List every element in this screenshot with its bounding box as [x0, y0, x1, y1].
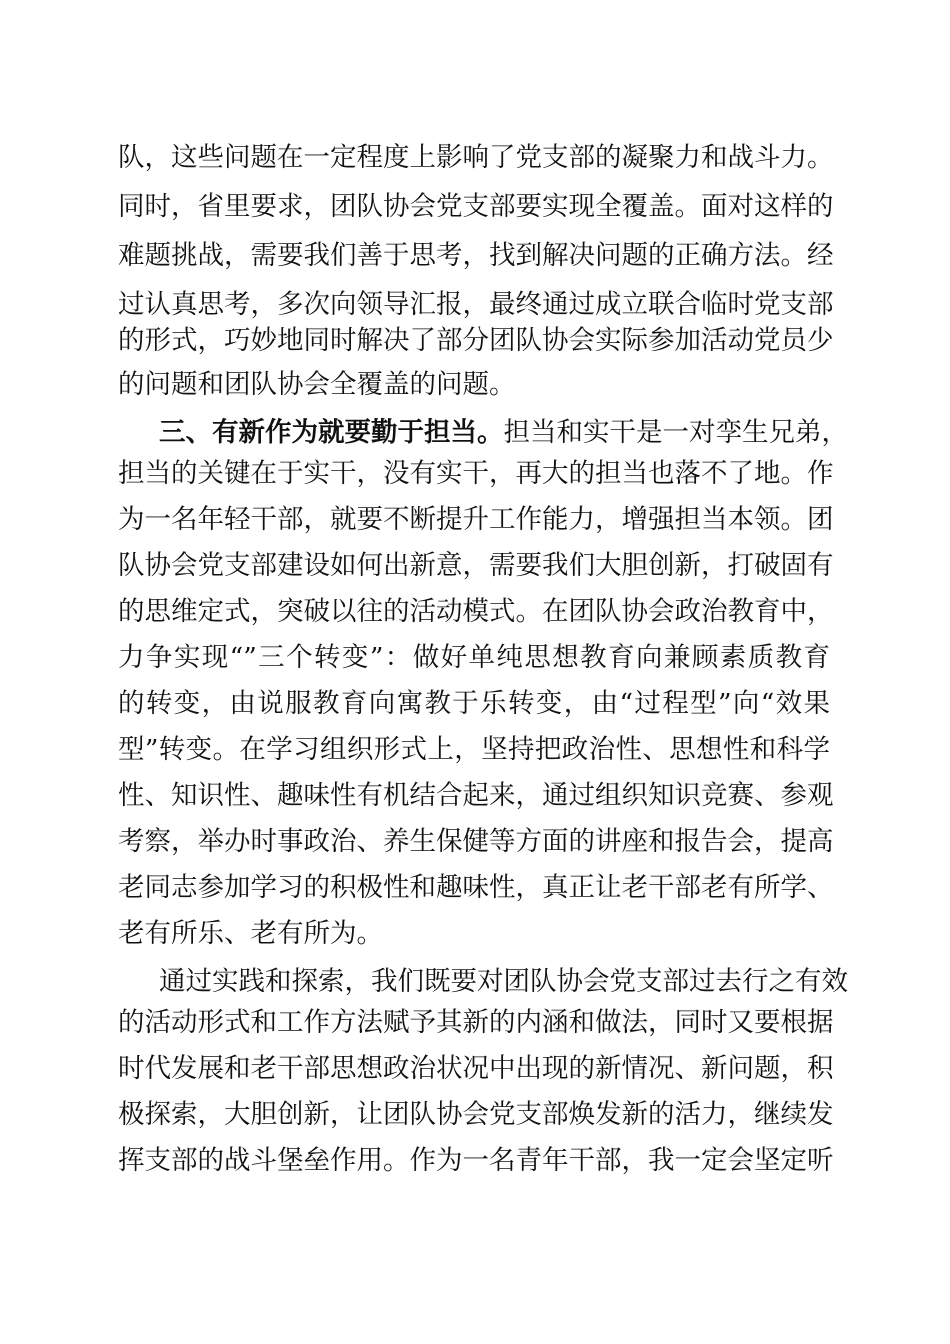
text-line: 担当的关键在于实干，没有实干，再大的担当也落不了地。作: [118, 458, 834, 489]
text-line: 的问题和团队协会全覆盖的问题。: [118, 369, 516, 400]
text-line: 队协会党支部建设如何出新意，需要我们大胆创新，打破固有: [118, 550, 834, 581]
text-line: 老有所乐、老有所为。: [118, 918, 383, 949]
text-line: 的形式，巧妙地同时解决了部分团队协会实际参加活动党员少: [118, 325, 834, 356]
text-line: 时代发展和老干部思想政治状况中出现的新情况、新问题，积: [118, 1053, 834, 1084]
text-line: 性、知识性、趣味性有机结合起来，通过组织知识竞赛、参观: [118, 780, 834, 811]
text-line: 过认真思考，多次向领导汇报，最终通过成立联合临时党支部: [118, 289, 834, 320]
text-line: 挥支部的战斗堡垒作用。作为一名青年干部，我一定会坚定听: [118, 1145, 834, 1176]
text-line: 的活动形式和工作方法赋予其新的内涵和做法，同时又要根据: [118, 1007, 834, 1038]
text-line: 型”转变。在学习组织形式上，坚持把政治性、思想性和科学: [118, 734, 830, 765]
text-line: 同时，省里要求，团队协会党支部要实现全覆盖。面对这样的: [118, 191, 834, 222]
text-line: 老同志参加学习的积极性和趣味性，真正让老干部老有所学、: [118, 872, 834, 903]
paragraph-first-line: 通过实践和探索，我们既要对团队协会党支部过去行之有效: [159, 966, 848, 997]
paragraph-first-line: [159, 415, 848, 451]
heading-line-text: 担当和实干是一对孪生兄弟，: [503, 417, 848, 448]
text-line: 力争实现“”三个转变”：做好单纯思想教育向兼顾素质教育: [118, 642, 830, 673]
text-line: 难题挑战，需要我们善于思考，找到解决问题的正确方法。经: [118, 240, 834, 271]
section-heading: 三、有新作为就要勤于担当。: [159, 417, 504, 448]
text-line: 的转变，由说服教育向寓教于乐转变，由“过程型”向“效果: [118, 688, 830, 719]
text-line: 极探索，大胆创新，让团队协会党支部焕发新的活力，继续发: [118, 1099, 834, 1130]
text-line: 队，这些问题在一定程度上影响了党支部的凝聚力和战斗力。: [118, 142, 834, 173]
text-line: 的思维定式，突破以往的活动模式。在团队协会政治教育中，: [118, 596, 834, 627]
text-line: 为一名年轻干部，就要不断提升工作能力，增强担当本领。团: [118, 504, 834, 535]
text-line: 考察，举办时事政治、养生保健等方面的讲座和报告会，提高: [118, 826, 834, 857]
